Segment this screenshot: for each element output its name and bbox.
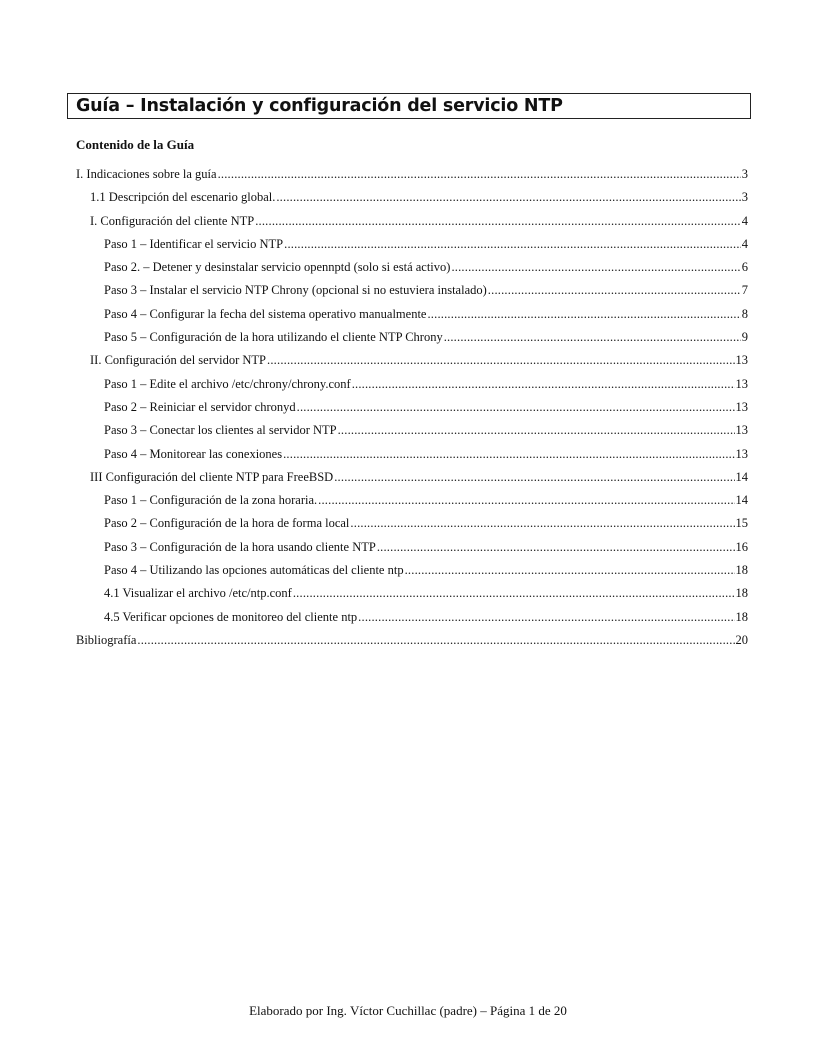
toc-entry[interactable] xyxy=(76,563,748,586)
toc-entry[interactable] xyxy=(76,167,748,190)
toc-leader-dots xyxy=(405,563,735,578)
toc-leader-dots xyxy=(427,307,740,322)
toc-entry[interactable] xyxy=(76,400,748,423)
toc-entry-label: I. Indicaciones sobre la guía xyxy=(76,167,217,181)
toc-entry-page: 4 xyxy=(741,236,748,251)
toc-entry[interactable] xyxy=(76,610,748,633)
toc-entry[interactable] xyxy=(76,470,748,493)
toc-entry-label: II. Configuración del servidor NTP xyxy=(90,353,267,368)
toc-entry[interactable] xyxy=(76,447,748,470)
toc-leader-dots xyxy=(284,237,741,252)
toc-entry[interactable] xyxy=(76,586,748,609)
toc-entry-label: Paso 3 – Conectar los clientes al servidor NTP xyxy=(104,423,337,438)
toc-entry[interactable] xyxy=(76,330,748,353)
toc-entry[interactable] xyxy=(76,260,748,283)
toc-entry[interactable] xyxy=(76,237,748,260)
toc-entry-page: 13 xyxy=(735,399,748,414)
toc-entry-page: 7 xyxy=(741,283,748,298)
toc-entry-label: Paso 4 – Configurar la fecha del sistema operativo manualmente xyxy=(104,306,427,321)
toc-entry-page: 14 xyxy=(735,493,748,508)
page-footer: Elaborado por Ing. Víctor Cuchillac (padre) – Página 1 de 20 xyxy=(249,1003,567,1018)
toc-entry-page: 20 xyxy=(735,632,748,647)
toc-entry-page: 3 xyxy=(741,167,748,181)
toc-entry-label: Paso 2 – Configuración de la hora de forma local xyxy=(104,516,350,531)
toc-entry[interactable] xyxy=(76,307,748,330)
toc-entry[interactable] xyxy=(76,377,748,400)
toc-entry-label: Paso 1 – Identificar el servicio NTP xyxy=(104,236,284,251)
toc-entry-label: 4.5 Verificar opciones de monitoreo del cliente ntp xyxy=(104,609,358,624)
toc-entry-label: Paso 3 – Configuración de la hora usando cliente NTP xyxy=(104,539,376,554)
toc-leader-dots xyxy=(318,493,734,508)
toc-leader-dots xyxy=(293,586,735,601)
toc-leader-dots xyxy=(358,610,734,625)
toc-leader-dots xyxy=(218,167,741,182)
toc-entry-page: 13 xyxy=(735,376,748,391)
toc-entry-page: 13 xyxy=(735,423,748,438)
title-box xyxy=(67,93,751,119)
toc-entry-page: 3 xyxy=(741,190,748,205)
toc-leader-dots xyxy=(297,400,735,415)
toc-leader-dots xyxy=(451,260,740,275)
toc-entry-label: Bibliografía xyxy=(76,632,137,647)
toc-entry-page: 13 xyxy=(735,446,748,461)
toc-entry-label: Paso 1 – Edite el archivo /etc/chrony/chrony.conf xyxy=(104,376,351,391)
toc-entry-label: Paso 1 – Configuración de la zona horaria. xyxy=(104,493,318,508)
toc-entry-label: Paso 2. – Detener y desinstalar servicio opennptd (solo si está activo) xyxy=(104,260,451,275)
toc-leader-dots xyxy=(255,214,741,229)
toc-leader-dots xyxy=(444,330,741,345)
toc-entry-label: Paso 3 – Instalar el servicio NTP Chrony (opcional si no estuviera instalado) xyxy=(104,283,487,298)
toc-entry-label: 4.1 Visualizar el archivo /etc/ntp.conf xyxy=(104,586,292,601)
toc-entry[interactable] xyxy=(76,423,748,446)
toc-entry[interactable] xyxy=(76,633,748,656)
toc-entry[interactable] xyxy=(76,540,748,563)
toc-leader-dots xyxy=(377,540,735,555)
toc-heading: Contenido de la Guía xyxy=(76,137,195,152)
toc-leader-dots xyxy=(137,633,734,648)
toc-leader-dots xyxy=(276,190,740,205)
toc-entry-page: 14 xyxy=(735,469,748,484)
toc-leader-dots xyxy=(352,377,735,392)
toc-entry-label: I. Configuración del cliente NTP xyxy=(90,213,255,228)
toc-entry-label: Paso 4 – Monitorear las conexiones xyxy=(104,446,283,461)
toc-entry-label: 1.1 Descripción del escenario global. xyxy=(90,190,276,205)
toc-entry-label: Paso 5 – Configuración de la hora utilizando el cliente NTP Chrony xyxy=(104,330,443,345)
toc-leader-dots xyxy=(283,447,734,462)
toc-entry[interactable] xyxy=(76,283,748,306)
toc-entry-page: 16 xyxy=(735,539,748,554)
toc-entry-page: 15 xyxy=(735,516,748,531)
toc-entry[interactable] xyxy=(76,214,748,237)
toc-entry[interactable] xyxy=(76,493,748,516)
toc-entry-page: 8 xyxy=(741,306,748,321)
toc-entry-label: Paso 4 – Utilizando las opciones automáticas del cliente ntp xyxy=(104,563,404,578)
toc-leader-dots xyxy=(488,283,741,298)
toc-entry-page: 6 xyxy=(741,260,748,275)
toc-entry[interactable] xyxy=(76,516,748,539)
toc-entry-page: 18 xyxy=(735,586,748,601)
toc-entry-label: Paso 2 – Reiniciar el servidor chronyd xyxy=(104,399,296,414)
toc-leader-dots xyxy=(338,423,735,438)
toc-entry-page: 4 xyxy=(741,213,748,228)
toc-leader-dots xyxy=(267,353,734,368)
toc-leader-dots xyxy=(350,516,734,531)
toc-entry[interactable] xyxy=(76,353,748,376)
toc-entry[interactable] xyxy=(76,190,748,213)
table-of-contents xyxy=(76,167,748,656)
toc-entry-page: 9 xyxy=(741,330,748,345)
document-title: Guía – Instalación y configuración del servicio NTP xyxy=(76,96,563,116)
toc-entry-page: 18 xyxy=(735,563,748,578)
toc-entry-label: III Configuración del cliente NTP para FreeBSD xyxy=(90,469,334,484)
toc-entry-page: 18 xyxy=(735,609,748,624)
toc-leader-dots xyxy=(334,470,734,485)
toc-entry-page: 13 xyxy=(735,353,748,368)
